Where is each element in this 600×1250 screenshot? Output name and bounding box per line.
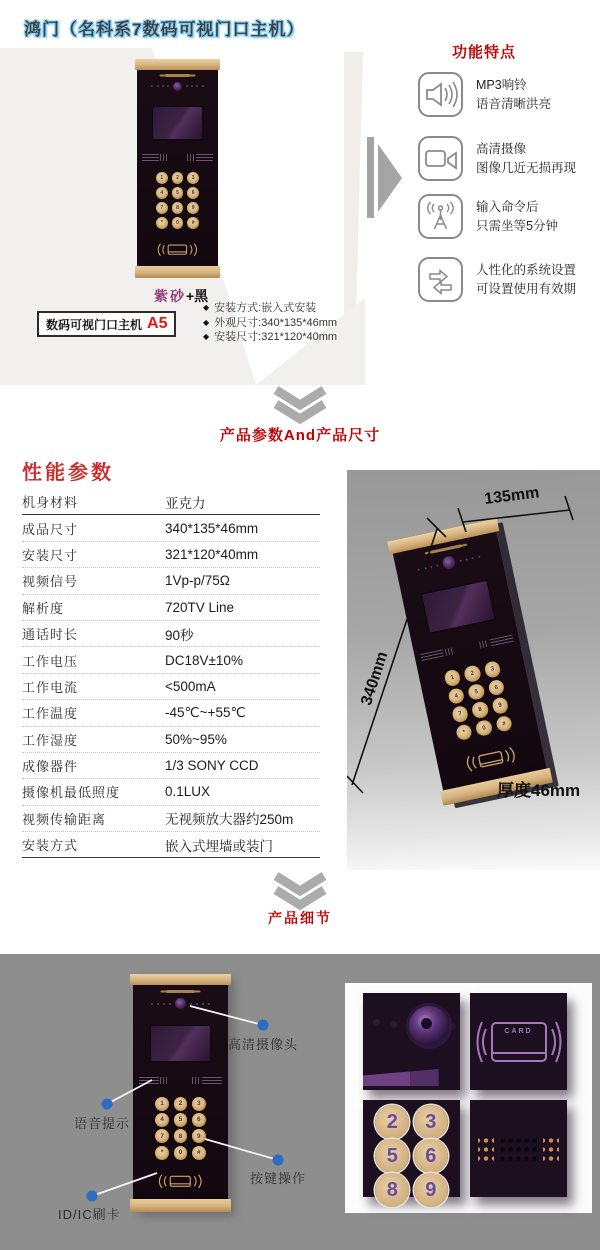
keypad-key: 6 <box>487 678 505 696</box>
detail-tile-keypad <box>363 1100 460 1201</box>
keypad-key: 3 <box>483 660 501 678</box>
specs-title: 性能参数 <box>22 462 114 484</box>
keypad-key: 7 <box>451 705 469 723</box>
callout-dot <box>258 1020 269 1031</box>
keypad-key: 9 <box>192 1129 206 1143</box>
keypad-key: 9 <box>414 1173 448 1207</box>
bullet-item: ◆ 安装方式:嵌入式安装 <box>203 302 317 314</box>
keypad-key: 2 <box>172 172 184 184</box>
callout-dot <box>87 1191 98 1202</box>
video-screen <box>152 106 204 140</box>
callout-voice-prompt: 语音提示 <box>74 1116 131 1131</box>
keypad-key: 9 <box>187 202 199 214</box>
table-row: 工作电压 DC18V±10% <box>22 647 320 673</box>
speaker-holes <box>478 1136 559 1163</box>
table-row: 解析度 720TV Line <box>22 595 320 621</box>
page-title: 鸿门（名科系7数码可视门口主机） <box>24 20 305 39</box>
led-dots <box>373 1019 380 1026</box>
table-row: 视频信号 1Vp-p/75Ω <box>22 568 320 594</box>
keypad-key: 1 <box>155 1097 169 1111</box>
keypad-closeup <box>373 1105 450 1201</box>
callout-card-swipe: ID/IC刷卡 <box>58 1207 121 1222</box>
keypad-key: 2 <box>174 1097 188 1111</box>
features-title: 功能特点 <box>452 44 517 61</box>
keypad <box>154 171 201 231</box>
keypad-key: 9 <box>491 697 509 715</box>
keypad-key: 4 <box>447 687 465 705</box>
settings-icon <box>417 256 464 303</box>
card-reader-icon <box>149 242 206 257</box>
antenna-icon <box>417 193 464 240</box>
detail-tile-camera <box>363 993 460 1090</box>
keypad-key: * <box>455 723 473 741</box>
width-dim-label: 135mm <box>483 484 541 508</box>
panel-top-cap <box>135 59 221 70</box>
color-variant-label: 紫砂+黑 <box>154 288 209 305</box>
detail-tile-card-reader <box>470 993 567 1090</box>
section-title-details: 产品细节 <box>268 910 332 926</box>
table-row: 视频传输距离 无视频放大器约250m <box>22 806 320 832</box>
feature-text: 高清摄像 图像几近无损再现 <box>476 141 577 175</box>
table-row: 摄像机最低照度 0.1LUX <box>22 779 320 805</box>
wave-left-icon <box>473 1020 487 1064</box>
keypad-key: 8 <box>174 1129 188 1143</box>
keypad-key: 0 <box>172 217 184 229</box>
big-right-arrow-bar <box>367 137 374 218</box>
feature-text: 人性化的系统设置 可设置使用有效期 <box>476 262 577 296</box>
install-spec-bullets <box>203 301 337 345</box>
keypad-key: 8 <box>375 1173 409 1207</box>
callout-dot <box>273 1155 284 1166</box>
table-row: 工作温度 -45℃~+55℃ <box>22 700 320 726</box>
keypad-key: 6 <box>187 187 199 199</box>
keypad-key: 2 <box>463 664 481 682</box>
table-row: 成像器件 1/3 SONY CCD <box>22 753 320 779</box>
intercom-panel-photo <box>137 59 218 278</box>
camera-lens <box>173 82 183 92</box>
callout-keypad: 按键操作 <box>250 1171 307 1186</box>
keypad-key: 0 <box>475 719 493 737</box>
brand-logo <box>165 74 189 77</box>
keypad-key: 5 <box>174 1113 188 1127</box>
keypad-key: * <box>156 217 168 229</box>
section-title-params: 产品参数And产品尺寸 <box>219 427 381 444</box>
table-row: 安装尺寸 321*120*40mm <box>22 542 320 568</box>
feature-item-system-settings <box>417 256 576 303</box>
keypad-key: 2 <box>375 1105 409 1139</box>
keypad-key: 4 <box>156 187 168 199</box>
keypad-key: 6 <box>192 1113 206 1127</box>
detail-tiles-panel <box>345 983 592 1213</box>
speaker-icon <box>417 71 464 118</box>
keypad-key: 8 <box>471 701 489 719</box>
panel-bottom-cap <box>135 266 221 278</box>
callout-dot <box>102 1099 113 1110</box>
keypad-key: 7 <box>156 202 168 214</box>
keypad-key: 5 <box>467 683 485 701</box>
diamond-bullet-icon: ◆ <box>203 317 210 327</box>
model-label-box: 数码可视门口主机 A5 <box>37 311 176 337</box>
camera-lens-closeup <box>406 1003 452 1049</box>
depth-dim-label: 厚度46mm <box>497 781 581 800</box>
keypad-key: # <box>192 1146 206 1160</box>
keypad-key: 7 <box>155 1129 169 1143</box>
keypad-key: 4 <box>155 1113 169 1127</box>
big-right-arrow-icon <box>378 144 402 212</box>
model-number: A5 <box>147 315 168 332</box>
led-camera-row <box>140 80 215 93</box>
speaker-grill <box>142 153 213 161</box>
table-row: 安装方式 嵌入式埋墙或装门 <box>22 832 320 858</box>
keypad-key: 5 <box>172 187 184 199</box>
purple-stripe <box>363 1069 439 1086</box>
diamond-bullet-icon: ◆ <box>203 332 210 341</box>
keypad-key: # <box>495 715 513 733</box>
keypad-key: * <box>155 1146 169 1160</box>
keypad-key: 1 <box>156 172 168 184</box>
table-row: 通话时长 90秒 <box>22 621 320 647</box>
card-icon: CARD <box>491 1022 547 1062</box>
table-row: 工作湿度 50%~95% <box>22 727 320 753</box>
table-row: 成品尺寸 340*135*46mm <box>22 515 320 541</box>
callout-hd-camera: 高清摄像头 <box>228 1037 299 1052</box>
keypad-key: 8 <box>172 202 184 214</box>
bullet-item: ◆ 安装尺寸:321*120*40mm <box>203 331 338 343</box>
table-row: 工作电流 <500mA <box>22 674 320 700</box>
diamond-bullet-icon: ◆ <box>203 303 210 312</box>
bullet-item: ◆ 外观尺寸:340*135*46mm <box>203 316 338 329</box>
detail-tile-speaker <box>470 1100 567 1197</box>
feature-text: MP3响铃 语音清晰洪亮 <box>476 77 552 111</box>
height-dim-label: 340mm <box>358 649 392 708</box>
camera-icon <box>417 135 464 182</box>
wave-right-icon <box>551 1020 565 1064</box>
feature-text: 输入命令后 只需坐等5分钟 <box>476 199 558 233</box>
keypad-key: # <box>187 217 199 229</box>
keypad-key: 3 <box>414 1105 448 1139</box>
keypad-key: 3 <box>187 172 199 184</box>
feature-item-command <box>417 193 558 240</box>
keypad-key: 3 <box>192 1097 206 1111</box>
dimension-lines <box>347 470 600 870</box>
keypad-key: 5 <box>375 1139 409 1173</box>
feature-item-mp3 <box>417 71 551 118</box>
keypad-key: 6 <box>414 1139 448 1173</box>
specs-table <box>22 489 320 858</box>
keypad-key: 0 <box>174 1146 188 1160</box>
table-row: 机身材料 亚克力 <box>22 489 320 515</box>
feature-item-hd-camera <box>417 135 576 182</box>
keypad-key: 1 <box>443 669 461 687</box>
